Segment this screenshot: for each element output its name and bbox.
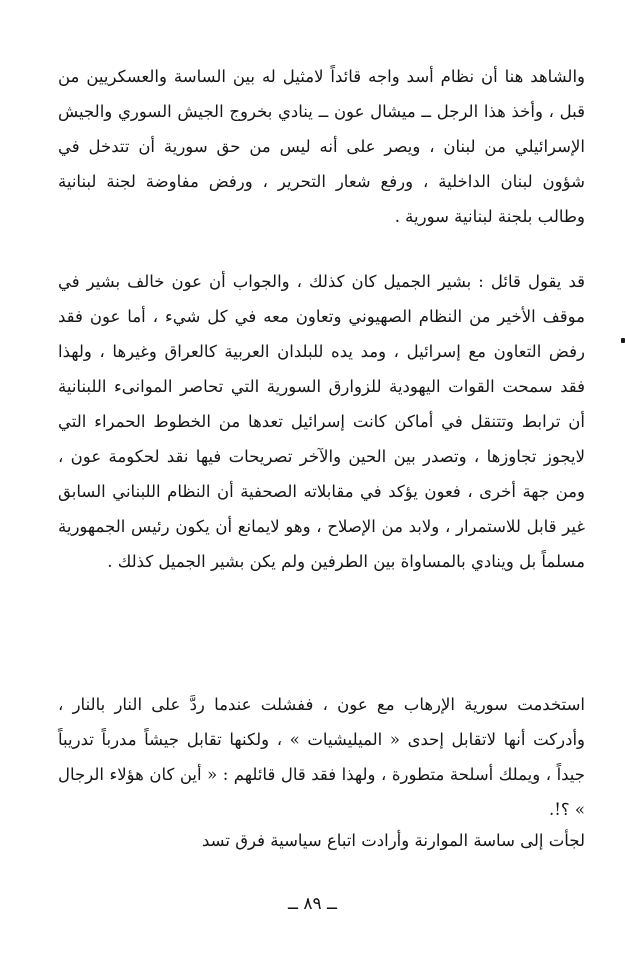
- scan-ink-mark: [621, 338, 625, 343]
- paragraph-4: لجأت إلى ساسة الموارنة وأرادت اتباع سياسية فرق تسد: [201, 830, 585, 850]
- paragraph-2: قد يقول قائل : بشير الجميل كان كذلك ، والجواب أن عون خالف بشير في موقف الأخير من النظام الصهيوني وتعاون معه في كل شيء ، أما عون فقد رفض التعاون مع إسرائيل ، ومد يده للبلدان العربية كالعراق وغيرها ، ولهذا فقد سمحت القوات اليهودية للزوارق السورية التي تحاصر الموانىء اللبنانية أن ترابط وتتنقل في أماكن كانت إسرائيل تعدها من الخطوط الحمراء التي لايجوز تجاوزها ، وتصدر بين الحين والآخر تصريحات فيها نقد لحكومة عون ، ومن جهة أخرى ، فعون يؤكد في مقابلاته الصحفية أن النظام اللبناني السابق غير قابل للاستمرار ، ولابد من الإصلاح ، وهو لايمانع أن يكون رئيس الجمهورية مسلماً بل وينادي بالمساواة بين الطرفين ولم يكن بشير الجميل كذلك .: [58, 271, 585, 571]
- paragraph-1: والشاهد هنا أن نظام أسد واجه قائداً لامثيل له بين الساسة والعسكريين من قبل ، وأخذ هذا الرجل ــ ميشال عون ــ ينادي بخروج الجيش السوري والجيش الإسرائيلي من لبنان ، ويصر على أنه ليس من حق سورية أن تتدخل في شؤون لبنان الداخلية ، ورفع شعار التحرير ، ورفض مفاوضة لجنة لبنانية وطالب بلجنة لبنانية سورية .: [58, 66, 585, 226]
- paragraph-3: استخدمت سورية الإرهاب مع عون ، ففشلت عندما ردَّ على النار بالنار ، وأدركت أنها لاتقابل إحدى « الميليشيات » ، ولكنها تقابل جيشاً مدرباً تدريباً جيداً ، ويملك أسلحة متطورة ، ولهذا فقد قال قائلهم : « أين كان هؤلاء الرجال » ؟!.: [58, 694, 585, 819]
- page-number: ــ ٨٩ ــ: [287, 894, 337, 914]
